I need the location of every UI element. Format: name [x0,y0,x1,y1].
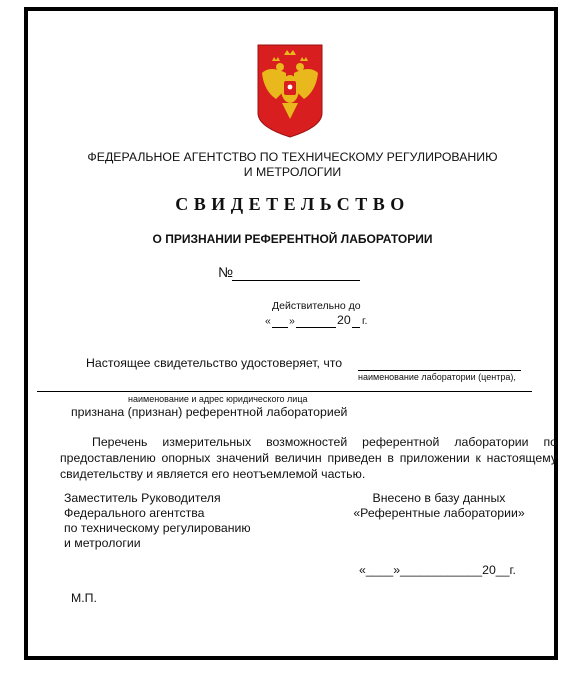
certificate-subtitle: О ПРИЗНАНИИ РЕФЕРЕНТНОЙ ЛАБОРАТОРИИ [152,232,433,246]
certificate-title: СВИДЕТЕЛЬСТВО [175,194,410,214]
valid-month-field[interactable] [296,315,336,328]
lab-name-caption: наименование лаборатории (центра), [358,372,516,382]
right-registration-block [334,491,544,521]
recognized-text: признана (признан) референтной лабораторией [71,405,348,419]
agency-line-1: ФЕДЕРАЛЬНОЕ АГЕНТСТВО ПО ТЕХНИЧЕСКОМУ РЕГУЛИРОВАНИЮ [87,150,498,164]
left-signature-line-4: и метрологии [64,536,141,550]
capabilities-paragraph: Перечень измерительных возможностей референтной лаборатории по предоставлению опорных значений величин приведен в приложении к настоящему свидетельству и является его неотъемлемой частью. [60,435,557,481]
right-registration-line-1: Внесено в базу данных [372,491,506,505]
address-field[interactable] [37,381,532,392]
seal-text: М.П. [71,591,97,605]
russian-coat-of-arms-icon [256,43,324,139]
valid-date-open-quote: « [265,315,271,327]
valid-year-suffix: г. [362,315,368,327]
left-signature-line-2: Федерального агентства [64,506,205,520]
valid-year-field[interactable] [352,315,360,328]
agency-line-2: И МЕТРОЛОГИИ [243,165,342,179]
registration-date-text: «____»____________20__г. [359,563,516,577]
valid-date-close-quote: » [289,315,295,327]
valid-year-prefix: 20 [337,313,351,327]
certificate-number-label: № [218,264,234,280]
left-signature-line-1: Заместитель Руководителя [64,491,221,505]
right-registration-line-2: «Референтные лаборатории» [353,506,525,520]
agency-name [0,150,585,180]
certifies-text: Настоящее свидетельство удостоверяет, что [86,356,343,370]
lab-name-field[interactable] [358,356,521,371]
left-signature-block [64,491,251,551]
address-caption: наименование и адрес юридического лица [128,394,308,404]
left-signature-line-3: по техническому регулированию [64,521,251,535]
certificate-number-field[interactable] [232,265,360,281]
valid-day-field[interactable] [272,315,288,328]
valid-until-label: Действительно до [272,300,361,312]
